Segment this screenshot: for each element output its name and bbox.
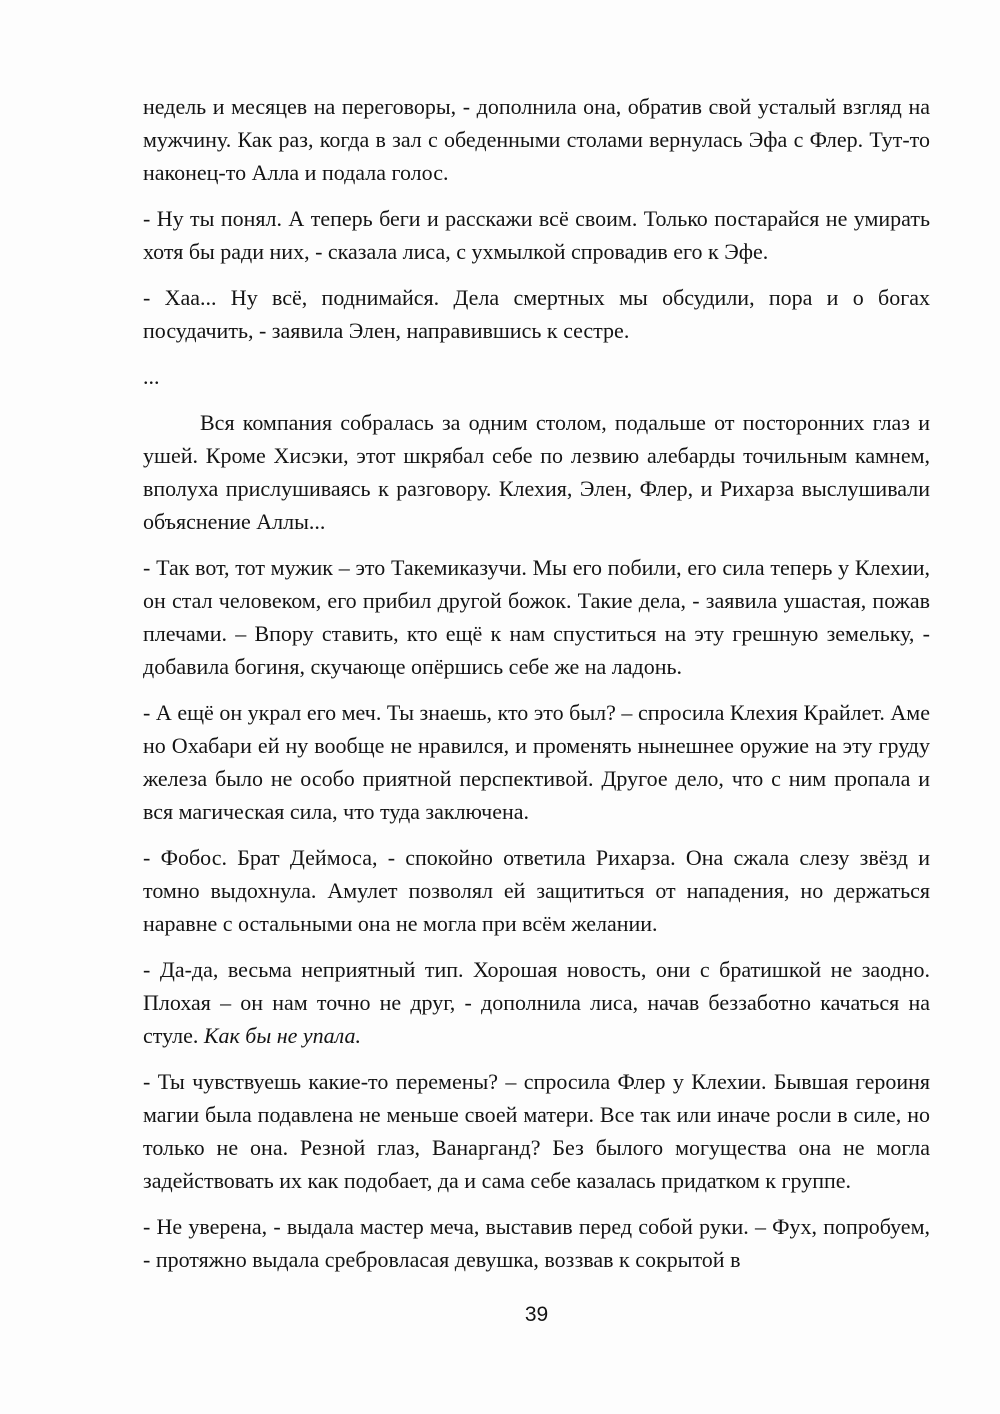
paragraph: - А ещё он украл его меч. Ты знаешь, кто это был? – спросила Клехия Крайлет. Аме но Охабари ей ну вообще не нравился, и променять нынешнее оружие на эту груду железа было не особо приятной перспективой. Другое дело, что с ним пропала и вся магическая сила, что туда заключена. [143,700,930,824]
paragraph-ellipsis: ... [143,364,160,389]
paragraph-italic-text: Как бы не упала. [203,1023,362,1048]
paragraph: - Ты чувствуешь какие-то перемены? – спросила Флер у Клехии. Бывшая героиня магии была подавлена не меньше своей матери. Все так или иначе росли в силе, но только не она. Резной глаз, Ванарганд? Без былого могущества она не могла задействовать их как подобает, да и сама себе казалась придатком к группе. [143,1069,930,1193]
paragraph: - Не уверена, - выдала мастер меча, выставив перед собой руки. – Фух, попробуем, - протяжно выдала сребровласая девушка, воззвав к сокрытой в [143,1214,930,1272]
paragraph-text: - Да-да, весьма неприятный тип. Хорошая новость, они с братишкой не заодно. Плохая – он нам точно не друг, - дополнила лиса, начав беззаботно качаться на стуле. [143,957,930,1048]
paragraph: недель и месяцев на переговоры, - дополнила она, обратив свой усталый взгляд на мужчину. Как раз, когда в зал с обеденными столами вернулась Эфа с Флер. Тут-то наконец-то Алла и подала голос. [143,94,930,185]
page-number: 39 [524,1303,549,1326]
paragraph: - Так вот, тот мужик – это Такемиказучи. Мы его побили, его сила теперь у Клехии, он стал человеком, его прибил другой божок. Такие дела, - заявила ушастая, пожав плечами. – Впору ставить, кто ещё к нам спуститься на эту грешную земельку, - добавила богиня, скучающе опёршись себе же на ладонь. [143,555,930,679]
paragraph [143,953,930,1052]
paragraph: - Хаа... Ну всё, поднимайся. Дела смертных мы обсудили, пора и о богах посудачить, - заявила Элен, направившись к сестре. [143,285,930,343]
paragraph: - Фобос. Брат Деймоса, - спокойно ответила Рихарза. Она сжала слезу звёзд и томно выдохнула. Амулет позволял ей защититься от нападения, но держаться наравне с остальными она не могла при всём желании. [143,845,930,936]
paragraph: Вся компания собралась за одним столом, подальше от посторонних глаз и ушей. Кроме Хисэки, этот шкрябал себе по лезвию алебарды точильным камнем, вполуха прислушиваясь к разговору. Клехия, Элен, Флер, и Рихарза выслушивали объяснение Аллы... [143,410,930,534]
paragraph: - Ну ты понял. А теперь беги и расскажи всё своим. Только постарайся не умирать хотя бы ради них, - сказала лиса, с ухмылкой спровадив его к Эфе. [143,206,930,264]
